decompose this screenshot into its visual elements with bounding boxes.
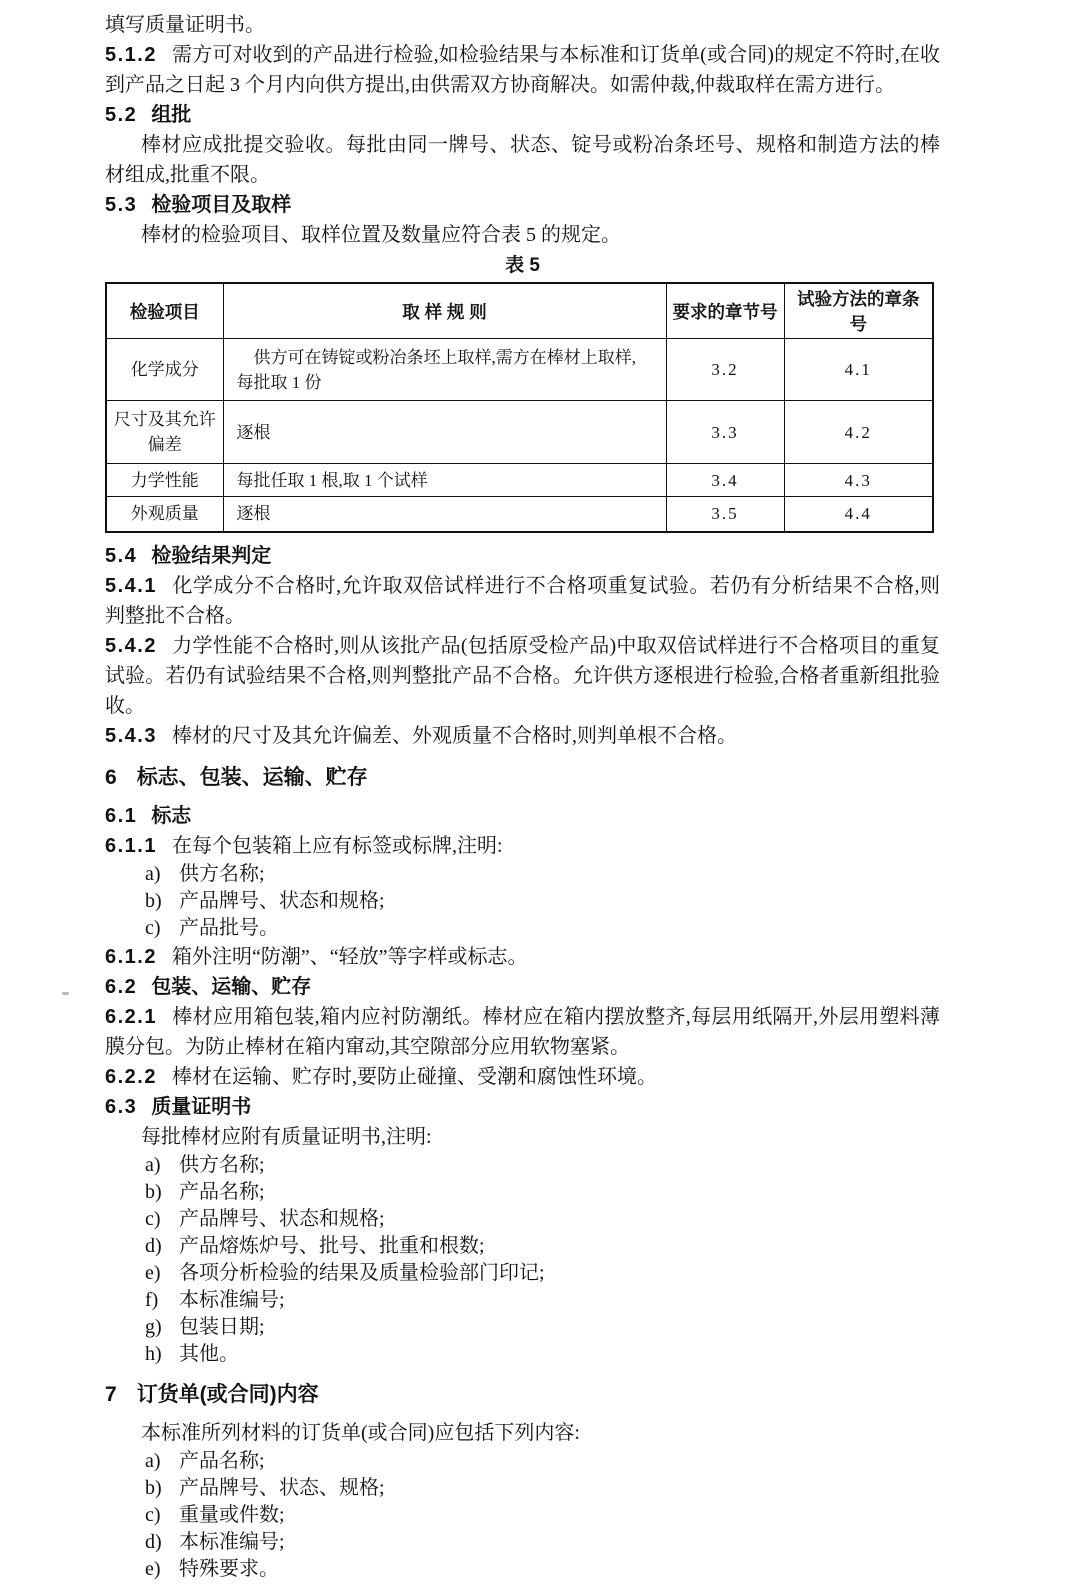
list-item [145, 1448, 940, 1475]
list-item-label: e) [145, 1261, 161, 1284]
table-5-caption: 表 5 [505, 255, 540, 276]
cell-inspection-item: 尺寸及其允许偏差 [106, 401, 223, 464]
chapter-title: 订货单(或合同)内容 [136, 1382, 319, 1406]
list-item-label: c) [145, 916, 161, 939]
list-item-text: 产品牌号、状态和规格; [179, 1207, 385, 1230]
list-item [145, 1502, 940, 1529]
list-item-text: 供方名称; [179, 1153, 265, 1176]
chapter-heading-6 [105, 762, 940, 794]
clause-number: 5.1.2 [105, 44, 157, 66]
list-item-text: 其他。 [179, 1342, 239, 1365]
cell-requirement-clause: 3.3 [666, 401, 784, 464]
list-item-label: g) [145, 1315, 162, 1338]
list-item [145, 1152, 940, 1179]
clause-6-1-2 [105, 942, 940, 972]
list-item-label: c) [145, 1207, 161, 1230]
section-heading-5-3 [105, 190, 940, 220]
list-item [145, 1206, 940, 1233]
list-item-label: c) [145, 1503, 161, 1526]
section-title: 包装、运输、贮存 [151, 975, 312, 998]
list-item-text: 产品牌号、状态和规格; [179, 889, 385, 912]
cell-requirement-clause: 3.4 [666, 464, 784, 497]
clause-5-4-3 [105, 721, 940, 751]
clause-number: 5.4.1 [105, 574, 157, 597]
quality-certificate-contents-list [105, 1152, 940, 1368]
list-item-label: d) [145, 1530, 162, 1553]
order-contract-contents-list [105, 1448, 940, 1583]
section-heading-6-1 [105, 801, 940, 831]
clause-number: 6.1.1 [105, 834, 157, 857]
cell-requirement-clause: 3.5 [666, 497, 784, 532]
list-item-text: 本标准编号; [179, 1288, 285, 1311]
section-title: 组批 [151, 104, 192, 126]
table-header-row [106, 283, 933, 339]
list-item-text: 产品名称; [179, 1180, 265, 1203]
cell-sampling-rule: 逐根 [223, 401, 666, 464]
clause-6-2-1 [105, 1002, 940, 1062]
clause-number: 6.2.2 [105, 1065, 157, 1088]
list-item [145, 1529, 940, 1556]
paragraph-6-3: 每批棒材应附有质量证明书,注明: [141, 1125, 432, 1148]
list-item-label: e) [145, 1557, 161, 1580]
section-number: 6.2 [105, 975, 138, 998]
col-header-sampling-rule: 取 样 规 则 [223, 283, 666, 339]
intro-paragraph: 填写质量证明书。 [105, 14, 265, 36]
chapter-title: 标志、包装、运输、贮存 [136, 765, 368, 789]
col-header-requirement-clause: 要求的章节号 [666, 283, 784, 339]
table-row [106, 401, 933, 464]
col-header-inspection-item: 检验项目 [106, 283, 223, 339]
section-heading-5-4 [105, 541, 940, 571]
list-item-label: b) [145, 889, 162, 912]
list-item-text: 产品名称; [179, 1449, 265, 1472]
clause-text: 棒材在运输、贮存时,要防止碰撞、受潮和腐蚀性环境。 [171, 1065, 657, 1088]
clause-text: 棒材应用箱包装,箱内应衬防潮纸。棒材应在箱内摆放整齐,每层用纸隔开,外层用塑料薄膜分包。为防止棒材在箱内窜动,其空隙部分应用软物塞紧。 [105, 1005, 940, 1058]
section-heading-6-3 [105, 1092, 940, 1122]
section-number: 5.4 [105, 544, 138, 567]
list-item-text: 重量或件数; [179, 1503, 285, 1526]
list-item-text: 产品牌号、状态、规格; [179, 1476, 385, 1499]
list-item-text: 本标准编号; [179, 1530, 285, 1553]
section-heading-6-2 [105, 972, 940, 1002]
chapter-heading-7 [105, 1379, 940, 1411]
clause-number: 6.2.1 [105, 1005, 157, 1028]
list-item [145, 861, 940, 888]
table-row [106, 497, 933, 532]
list-item-label: h) [145, 1342, 162, 1365]
list-item [145, 1314, 940, 1341]
chapter-number: 7 [105, 1382, 117, 1406]
cell-sampling-rule: 逐根 [223, 497, 666, 532]
cell-inspection-item: 化学成分 [106, 339, 223, 401]
clause-6-2-2 [105, 1062, 940, 1092]
list-item-text: 各项分析检验的结果及质量检验部门印记; [179, 1261, 545, 1284]
clause-text: 箱外注明“防潮”、“轻放”等字样或标志。 [171, 945, 528, 968]
clause-number: 6.1.2 [105, 945, 157, 968]
section-title: 检验项目及取样 [151, 194, 292, 216]
clause-5-4-2 [105, 631, 940, 721]
cell-inspection-item: 外观质量 [106, 497, 223, 532]
section-title: 检验结果判定 [151, 544, 272, 567]
clause-text: 棒材的尺寸及其允许偏差、外观质量不合格时,则判单根不合格。 [171, 724, 737, 747]
list-item-label: a) [145, 862, 161, 885]
clause-5-4-1 [105, 571, 940, 631]
chapter-number: 6 [105, 765, 117, 789]
section-title: 质量证明书 [151, 1095, 252, 1118]
clause-number: 5.4.2 [105, 634, 157, 657]
paragraph-5-2: 棒材应成批提交验收。每批由同一牌号、状态、锭号或粉冶条坯号、规格和制造方法的棒材组成,批重不限。 [105, 134, 940, 186]
cell-test-method-clause: 4.2 [784, 401, 933, 464]
list-item-text: 产品批号。 [179, 916, 279, 939]
cell-test-method-clause: 4.4 [784, 497, 933, 532]
section-number: 6.1 [105, 804, 138, 827]
section-number: 6.3 [105, 1095, 138, 1118]
paragraph-7: 本标准所列材料的订货单(或合同)应包括下列内容: [141, 1421, 580, 1444]
table-row [106, 464, 933, 497]
cell-test-method-clause: 4.3 [784, 464, 933, 497]
list-item-text: 特殊要求。 [179, 1557, 279, 1580]
clause-number: 5.4.3 [105, 724, 157, 747]
list-item-label: b) [145, 1476, 162, 1499]
list-item [145, 1179, 940, 1206]
cell-inspection-item: 力学性能 [106, 464, 223, 497]
clause-text: 力学性能不合格时,则从该批产品(包括原受检产品)中取双倍试样进行不合格项目的重复试验。若仍有试验结果不合格,则判整批产品不合格。允许供方逐根进行检验,合格者重新组批验收。 [105, 634, 940, 717]
scan-artifact-dot [62, 992, 69, 995]
clause-text: 需方可对收到的产品进行检验,如检验结果与本标准和订货单(或合同)的规定不符时,在收到产品之日起 3 个月内向供方提出,由供需双方协商解决。如需仲裁,仲裁取样在需方进行。 [105, 44, 940, 96]
section-heading-5-2 [105, 100, 940, 130]
clause-5-1-2 [105, 40, 940, 100]
cell-sampling-rule: 每批任取 1 根,取 1 个试样 [223, 464, 666, 497]
list-item-text: 包装日期; [179, 1315, 265, 1338]
table-row [106, 339, 933, 401]
cell-test-method-clause: 4.1 [784, 339, 933, 401]
list-item [145, 888, 940, 915]
list-item [145, 1341, 940, 1368]
paragraph-5-3: 棒材的检验项目、取样位置及数量应符合表 5 的规定。 [141, 224, 621, 246]
list-item [145, 1556, 940, 1583]
clause-text: 在每个包装箱上应有标签或标牌,注明: [171, 834, 503, 857]
label-contents-list [105, 861, 940, 942]
list-item [145, 1233, 940, 1260]
section-title: 标志 [151, 804, 192, 827]
list-item [145, 1260, 940, 1287]
list-item-label: a) [145, 1449, 161, 1472]
list-item-label: a) [145, 1153, 161, 1176]
list-item-label: f) [145, 1288, 159, 1311]
col-header-test-method-clause: 试验方法的章条号 [784, 283, 933, 339]
list-item [145, 915, 940, 942]
section-number: 5.3 [105, 194, 138, 216]
list-item-text: 供方名称; [179, 862, 265, 885]
clause-text: 化学成分不合格时,允许取双倍试样进行不合格项重复试验。若仍有分析结果不合格,则判整批不合格。 [105, 574, 940, 627]
list-item [145, 1475, 940, 1502]
list-item-text: 产品熔炼炉号、批号、批重和根数; [179, 1234, 485, 1257]
list-item [145, 1287, 940, 1314]
list-item-label: d) [145, 1234, 162, 1257]
cell-requirement-clause: 3.2 [666, 339, 784, 401]
list-item-label: b) [145, 1180, 162, 1203]
table-5-section [105, 253, 940, 533]
cell-sampling-rule: 供方可在铸锭或粉冶条坯上取样,需方在棒材上取样,每批取 1 份 [223, 339, 666, 401]
section-number: 5.2 [105, 104, 138, 126]
table-5 [105, 282, 934, 533]
clause-6-1-1 [105, 831, 940, 861]
